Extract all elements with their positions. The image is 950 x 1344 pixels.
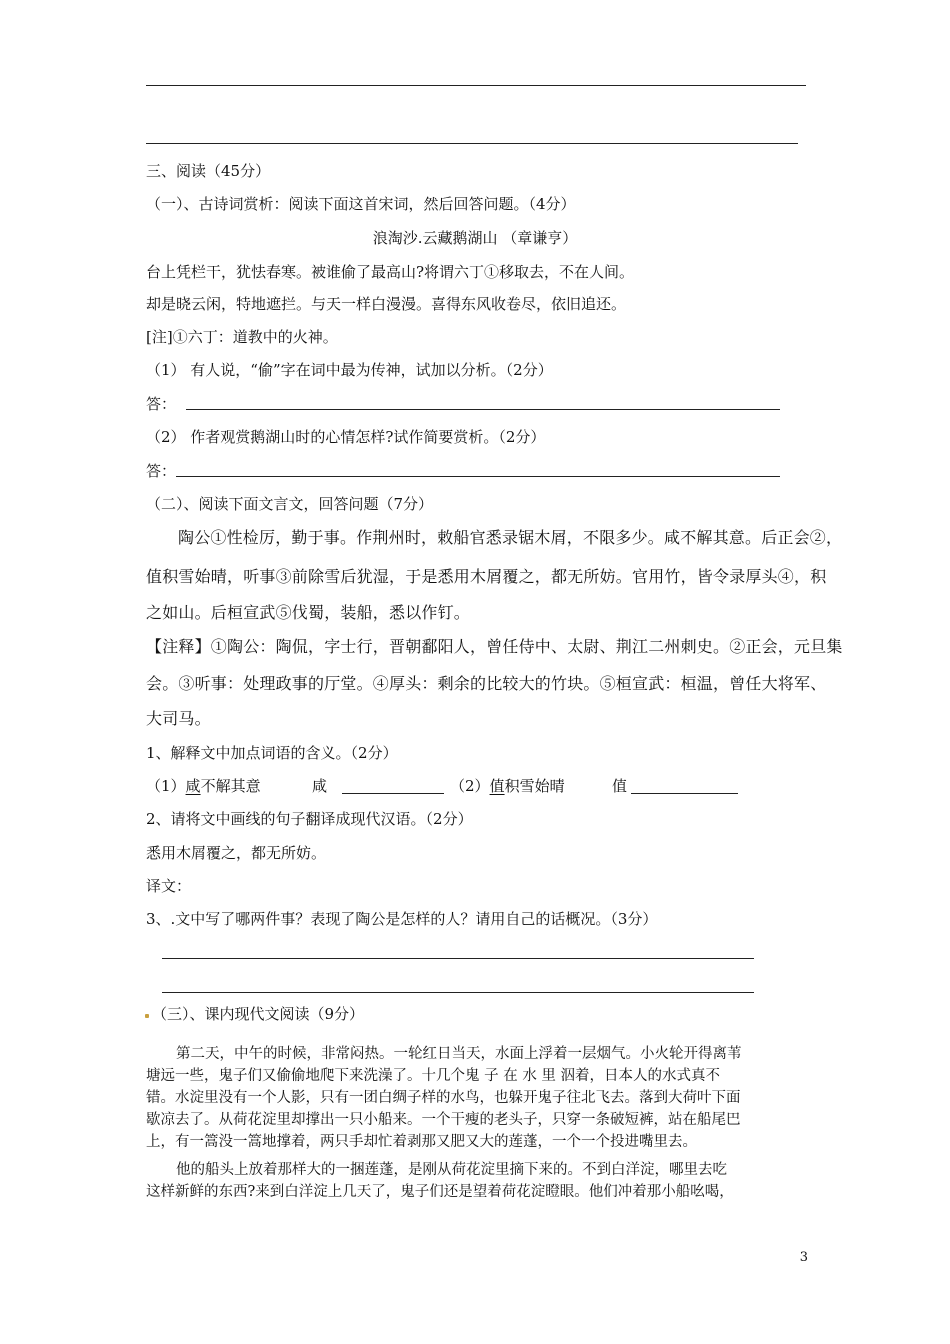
classical-note-line-2: 会。③听事：处理政事的厅堂。④厚头：剩余的比较大的竹块。⑤桓宣武：桓温，曾任大将军、 [146,674,827,693]
vocab-item-1-char: 咸 [312,777,328,795]
answer-rule-top-1 [146,85,806,86]
vocab-answer-field-1[interactable] [342,793,444,794]
vocab-item-2-rest: 积雪始晴 [504,777,565,795]
poem-title: 浪淘沙.云藏鹅湖山 （章谦亨） [372,229,578,247]
classical-passage-line-2: 值积雪始晴，听事③前除雪后犹湿，于是悉用木屑覆之，都无所妨。官用竹，皆令录厚头④，积 [146,567,827,586]
part2-heading: （二）、阅读下面文言文，回答问题（7分） [146,495,434,513]
answer-label-2: 答： [146,462,177,480]
answer-label-1: 答： [146,395,177,413]
part1-question-2: （2） 作者观赏鹅湖山时的心情怎样?试作简要赏析。（2分） [146,428,546,446]
translation-sentence: 悉用木屑覆之，都无所妨。 [146,844,327,862]
answer-field-3a[interactable] [162,958,754,959]
part1-heading: （一）、古诗词赏析：阅读下面这首宋词，然后回答问题。（4分） [146,195,576,213]
part2-question-2: 2、请将文中画线的句子翻译成现代汉语。（2分） [146,810,473,828]
vocab-item-2 [450,776,565,796]
modern-passage-p2-line-2: 这样新鲜的东西?来到白洋淀上几天了，鬼子们还是望着荷花淀瞪眼。他们冲着那小船吆喝， [146,1184,734,1200]
classical-note-line-3: 大司马。 [146,709,211,728]
vocab-item-2-word: 值 [489,777,505,795]
page-number: 3 [799,1250,808,1265]
vocab-answer-field-2[interactable] [631,793,738,794]
modern-passage-p1-line-1: 第二天，中午的时候，非常闷热。一轮红日当天，水面上浮着一层烟气。小火轮开得离苇 [176,1046,742,1062]
part1-question-1: （1） 有人说，“偷”字在词中最为传神，试加以分析。（2分） [146,361,553,379]
vocab-item-1-prefix: （1） [146,777,186,795]
modern-passage-p1-line-3: 错。水淀里没有一个人影，只有一团白绸子样的水鸟，也躲开鬼子往北飞去。落到大荷叶下面 [146,1090,741,1106]
modern-passage-p1-line-2: 塘远一些，鬼子们又偷偷地爬下来洗澡了。十几个鬼 子 在 水 里 泅着，日本人的水式真不 [146,1068,721,1084]
margin-dot-marker [145,1014,149,1018]
section-title: 三、阅读（45分） [146,162,271,180]
answer-field-2[interactable] [176,476,780,477]
poem-line-2: 却是晓云闲，特地遮拦。与天一样白漫漫。喜得东风收卷尽，依旧追还。 [146,295,627,313]
answer-field-3b[interactable] [162,992,754,993]
vocab-item-1-rest: 不解其意 [200,777,261,795]
part3-heading: （三）、课内现代文阅读（9分） [152,1005,365,1023]
classical-note-line-1: 【注释】①陶公：陶侃，字士行，晋朝鄱阳人，曾任侍中、太尉、荆江二州刺史。②正会，元旦集 [146,637,843,656]
vocab-item-2-prefix: （2） [450,777,490,795]
vocab-item-2-char: 值 [612,777,628,795]
classical-passage-line-1: 陶公①性检厉，勤于事。作荆州时，敕船官悉录锯木屑，不限多少。咸不解其意。后正会②， [178,528,843,547]
answer-field-1[interactable] [186,409,780,410]
vocab-item-1-word: 咸 [185,777,201,795]
modern-passage-p1-line-4: 歇凉去了。从荷花淀里却撑出一只小船来。一个干瘦的老头子，只穿一条破短裤，站在船尾巴 [146,1112,741,1128]
part2-question-1: 1、解释文中加点词语的含义。（2分） [146,744,398,762]
answer-rule-top-2 [146,143,798,144]
poem-line-1: 台上凭栏干，犹怯春寒。被谁偷了最高山?将谓六丁①移取去，不在人间。 [146,263,635,281]
poem-note: [注]①六丁：道教中的火神。 [146,328,338,346]
modern-passage-p2-line-1: 他的船头上放着那样大的一捆莲蓬，是刚从荷花淀里摘下来的。不到白洋淀，哪里去吃 [176,1162,727,1178]
classical-passage-line-3: 之如山。后桓宣武⑤伐蜀，装船，悉以作钉。 [146,603,471,622]
modern-passage-p1-line-5: 上，有一篙没一篙地撑着，两只手却忙着剥那又肥又大的莲蓬，一个一个投进嘴里去。 [146,1134,697,1150]
translation-label: 译文： [146,877,192,895]
vocab-item-1 [146,776,261,796]
part2-question-3: 3、.文中写了哪两件事？表现了陶公是怎样的人？请用自己的话概况。（3分） [146,910,658,928]
